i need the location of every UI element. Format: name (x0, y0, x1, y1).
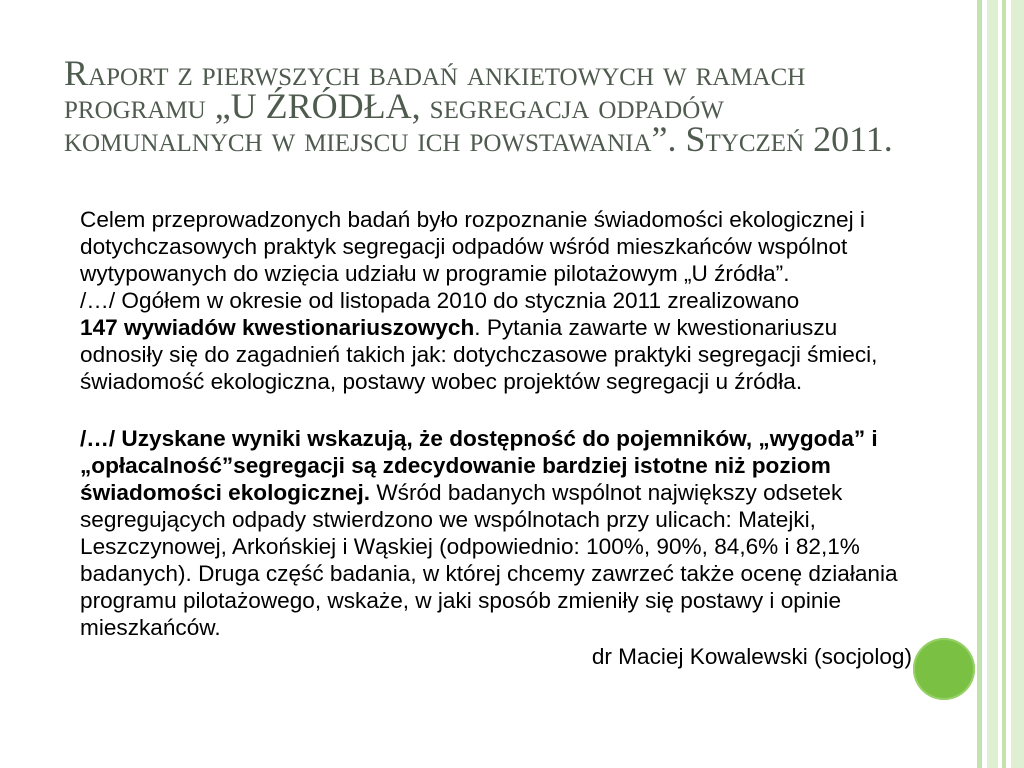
body-line (80, 260, 912, 287)
body-line (80, 287, 912, 314)
body-line (80, 314, 912, 341)
body-line (80, 341, 912, 368)
body-line (80, 368, 912, 395)
body-text: . Pytania zawarte w kwestionariuszu (474, 315, 838, 340)
paragraph (80, 206, 912, 287)
body-text: Leszczynowej, Arkońskiej i Wąskiej (odpowiednio: 100%, 90%, 84,6% i 82,1% (80, 534, 860, 559)
body-text: Celem przeprowadzonych badań było rozpoznanie świadomości ekologicznej i (80, 207, 865, 232)
decorative-stripe (987, 0, 998, 768)
decorative-stripe (1002, 0, 1006, 768)
body-text: wytypowanych do wzięcia udziału w programie pilotażowym „U źródła”. (80, 261, 790, 286)
body-text: badanych). Druga część badania, w której chcemy zawrzeć także ocenę działania (80, 561, 898, 586)
body-text: odnosiły się do zagadnień takich jak: dotychczasowe praktyki segregacji śmieci, (80, 342, 878, 367)
title-line: komunalnych w miejscu ich powstawania”. Styczeń 2011. (64, 119, 893, 159)
decorative-circle (913, 638, 975, 700)
title-line: Raport z pierwszych badań ankietowych w ramach (64, 53, 806, 93)
body-line (80, 533, 912, 560)
decorative-stripe (1011, 0, 1024, 768)
paragraph (80, 287, 912, 395)
paragraph (80, 425, 912, 641)
body-text: świadomość ekologiczna, postawy wobec projektów segregacji u źródła. (80, 369, 803, 394)
body-line (80, 452, 912, 479)
emphasized-text: świadomości ekologicznej. (80, 480, 371, 505)
body-text: Wśród badanych wspólnot największy odsetek (370, 480, 843, 505)
body-line (80, 206, 912, 233)
author-signature: dr Maciej Kowalewski (socjolog) (591, 644, 912, 669)
body-line (80, 560, 912, 587)
body-text: mieszkańców. (80, 615, 221, 640)
emphasized-text: /…/ Uzyskane wyniki wskazują, że dostępność do pojemników, „wygoda” i (80, 426, 878, 451)
body-line (80, 233, 912, 260)
slide-title (64, 53, 893, 159)
decorative-stripe (977, 0, 982, 768)
body-line (80, 479, 912, 506)
body-line (80, 506, 912, 533)
body-text: programu pilotażowego, wskaże, w jaki sposób zmieniły się postawy i opinie (80, 588, 842, 613)
emphasized-text: 147 wywiadów kwestionariuszowych (80, 315, 475, 340)
slide-body (80, 206, 912, 670)
emphasized-text: „opłacalność”segregacji są zdecydowanie bardziej istotne niż poziom (80, 453, 831, 478)
body-text: segregujących odpady stwierdzono we wspólnotach przy ulicach: Matejki, (80, 507, 816, 532)
body-line (80, 614, 912, 641)
body-text: dotychczasowych praktyk segregacji odpadów wśród mieszkańców wspólnot (80, 234, 848, 259)
body-line (80, 587, 912, 614)
title-line: programu „U ŹRÓDŁA, segregacja odpadów (64, 86, 724, 126)
body-line (80, 425, 912, 452)
body-text: /…/ Ogółem w okresie od listopada 2010 do stycznia 2011 zrealizowano (80, 288, 800, 313)
